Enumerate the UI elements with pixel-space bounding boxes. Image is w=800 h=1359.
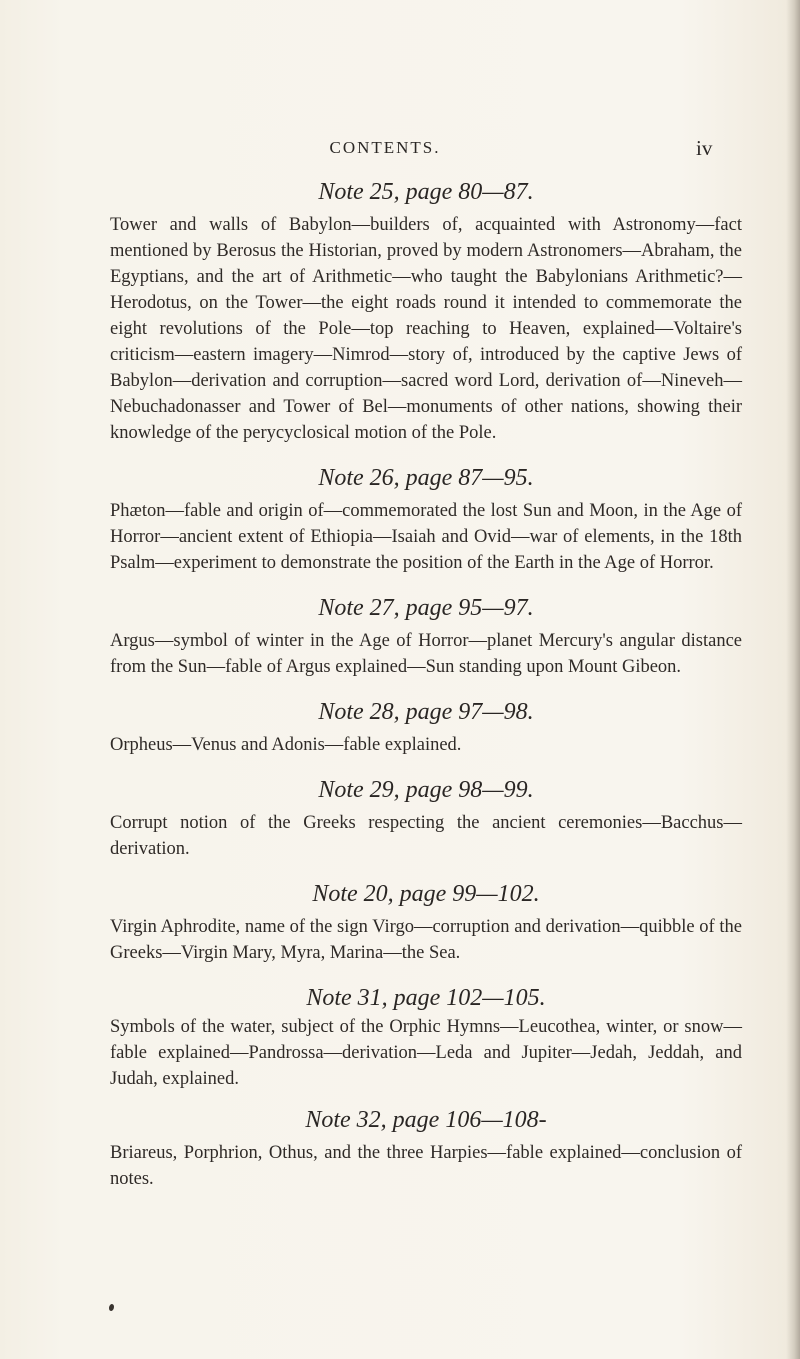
note-heading: Note 32, page 106—108- [305,1107,547,1133]
note-summary: Argus—symbol of winter in the Age of Horror—planet Mercury's angular distance from the Sun—fable of Argus explained—Sun standing upon Mount Gibeon. [110,631,742,677]
note-entry [110,592,742,680]
note-summary: Briareus, Porphrion, Othus, and the three Harpies—fable explained—conclusion of notes. [110,1143,742,1189]
note-entry [110,774,742,862]
ink-speck [108,1303,115,1311]
note-entry [110,878,742,966]
page-number: iv [696,136,713,160]
page-header [0,116,800,160]
note-heading: Note 29, page 98—99. [318,777,534,803]
note-entry [110,462,742,576]
note-heading: Note 20, page 99—102. [312,881,540,907]
note-heading: Note 31, page 102—105. [306,985,546,1011]
note-entry [110,176,742,446]
page-edge-shadow [786,0,800,1359]
note-summary: Symbols of the water, subject of the Orphic Hymns—Leucothea, winter, or snow—fable explained—Pandrossa—derivation—Leda and Jupiter—Jedah, Jeddah, and Judah, explained. [110,1017,742,1089]
note-heading: Note 25, page 80—87. [318,179,534,205]
note-summary: Corrupt notion of the Greeks respecting the ancient ceremonies—Bacchus—derivation. [110,813,742,859]
note-summary: Phæton—fable and origin of—commemorated the lost Sun and Moon, in the Age of Horror—ancient extent of Ethiopia—Isaiah and Ovid—war of elements, in the 18th Psalm—experiment to demonstrate the position of the Earth in the Age of Horror. [110,501,742,573]
note-summary: Orpheus—Venus and Adonis—fable explained. [110,735,462,755]
note-heading: Note 28, page 97—98. [318,699,534,725]
note-entry [110,1104,742,1192]
note-entry [110,982,742,1092]
running-head: CONTENTS. [329,138,441,157]
note-summary: Tower and walls of Babylon—builders of, acquainted with Astronomy—fact mentioned by Berosus the Historian, proved by modern Astronomers—Abraham, the Egyptians, and the art of Arithmetic—who taught the Babylonians Arithmetic?—Herodotus, on the Tower—the eight roads round it intended to commemorate the eight revolutions of the Pole—top reaching to Heaven, explained—Voltaire's criticism—eastern imagery—Nimrod—story of, introduced by the captive Jews of Babylon—derivation and corruption—sacred word Lord, derivation of—Nineveh—Nebuchadonasser and Tower of Bel—monuments of other nations, showing their knowledge of the perycyclosical motion of the Pole. [110,215,742,443]
contents-list [110,176,742,1208]
note-entry [110,696,742,758]
note-heading: Note 26, page 87—95. [318,465,534,491]
note-heading: Note 27, page 95—97. [318,595,534,621]
note-summary: Virgin Aphrodite, name of the sign Virgo—corruption and derivation—quibble of the Greeks—Virgin Mary, Myra, Marina—the Sea. [110,917,742,963]
